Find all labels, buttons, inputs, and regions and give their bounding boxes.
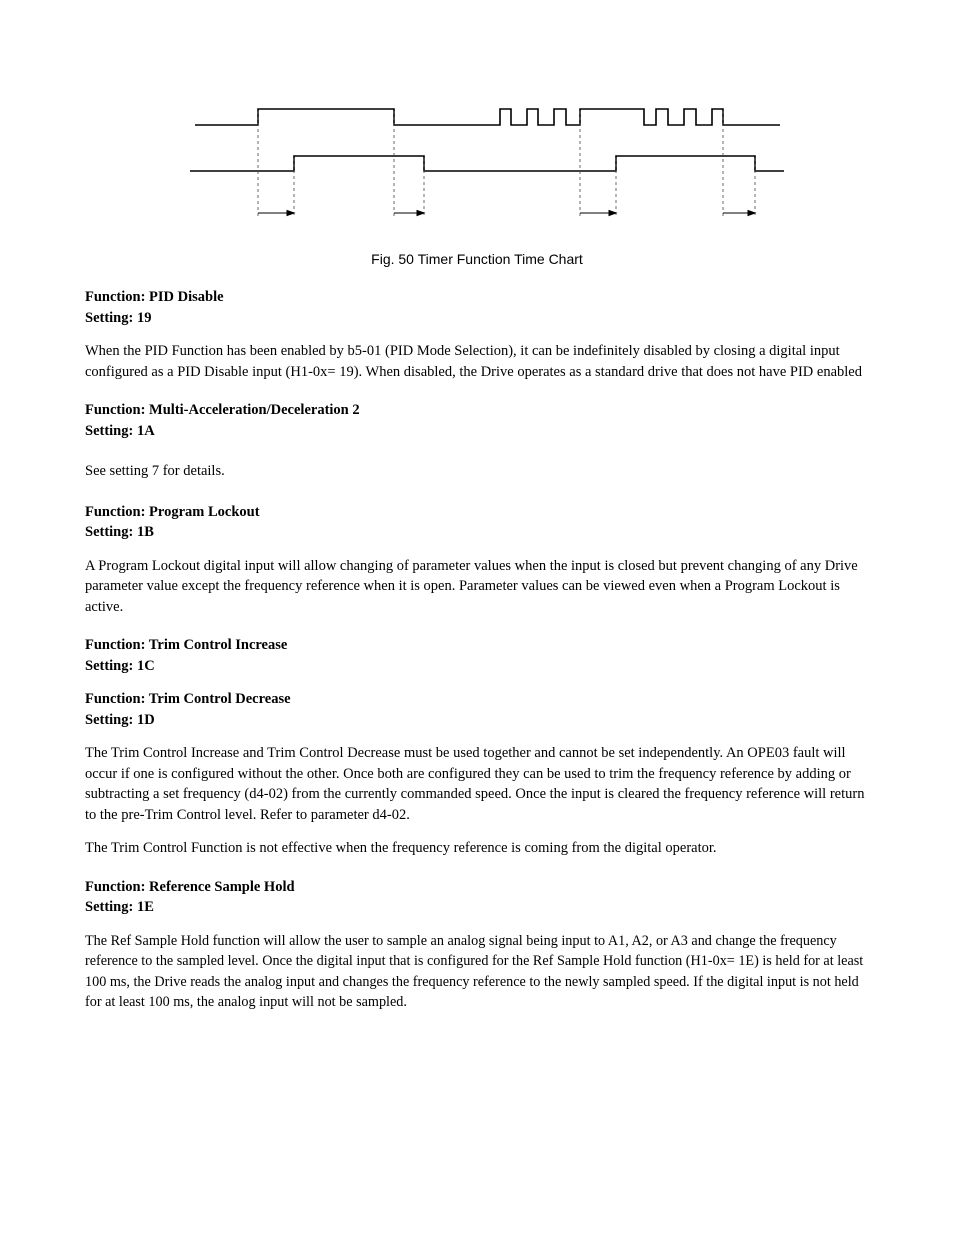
body-paragraph: When the PID Function has been enabled by b5-01 (PID Mode Selection), it can be indefinitely disabled by closing a digital input configured as a PID Disable input (H1-0x= 19). When disabled, the Drive operates as a standard drive that does not have PID enabled <box>85 343 862 380</box>
timing-guide-lines <box>258 111 755 218</box>
setting-heading: Setting: 1D <box>85 711 155 728</box>
function-heading: Function: Multi-Acceleration/Deceleration 2 <box>85 402 360 418</box>
figure-caption: Fig. 50 Timer Function Time Chart <box>371 251 583 267</box>
setting-heading: Setting: 1B <box>85 524 154 540</box>
setting-heading: Setting: 1A <box>85 422 155 439</box>
body-paragraph: The Trim Control Increase and Trim Control Decrease must be used together and cannot be set independently. An OPE03 fault will occur if one is configured without the other. Once both are configured they can be used to trim the frequency reference by adding or subtracting a set frequency (d4-02) from the currently commanded speed. Once the input is cleared the frequency reference will return to the pre-Trim Control level. Refer to parameter d4-02. <box>85 745 865 823</box>
delay-arrows <box>258 211 755 216</box>
function-heading: Function: Reference Sample Hold <box>85 878 295 895</box>
function-heading: Function: Program Lockout <box>85 503 260 520</box>
function-heading: Function: Trim Control Increase <box>85 637 288 653</box>
document-body <box>85 287 873 1013</box>
body-paragraph: The Ref Sample Hold function will allow the user to sample an analog signal being input to A1, A2, or A3 and change the frequency reference to the sampled level. Once the digital input that is configured for the Ref Sample Hold function (H1-0x= 1E) is held for at least 100 ms, the Drive reads the analog input and changes the frequency reference to the newly sampled speed. If the digital input is not held for at least 100 ms, the analog input will not be sampled. <box>85 932 864 1010</box>
output-signal-waveform <box>190 156 784 171</box>
body-paragraph: See setting 7 for details. <box>85 463 225 479</box>
timer-function-time-chart <box>0 0 954 230</box>
body-paragraph: A Program Lockout digital input will allow changing of parameter values when the input is closed but prevent changing of any Drive parameter value except the frequency reference when it is open. Parameter values can be viewed even when a Program Lockout is active. <box>85 557 858 615</box>
input-signal-waveform <box>195 109 780 125</box>
body-paragraph: The Trim Control Function is not effective when the frequency reference is coming from the digital operator. <box>85 840 717 856</box>
setting-heading: Setting: 1E <box>85 899 154 915</box>
setting-heading: Setting: 19 <box>85 309 152 326</box>
function-heading: Function: Trim Control Decrease <box>85 691 291 707</box>
setting-heading: Setting: 1C <box>85 657 155 674</box>
function-heading: Function: PID Disable <box>85 289 224 305</box>
